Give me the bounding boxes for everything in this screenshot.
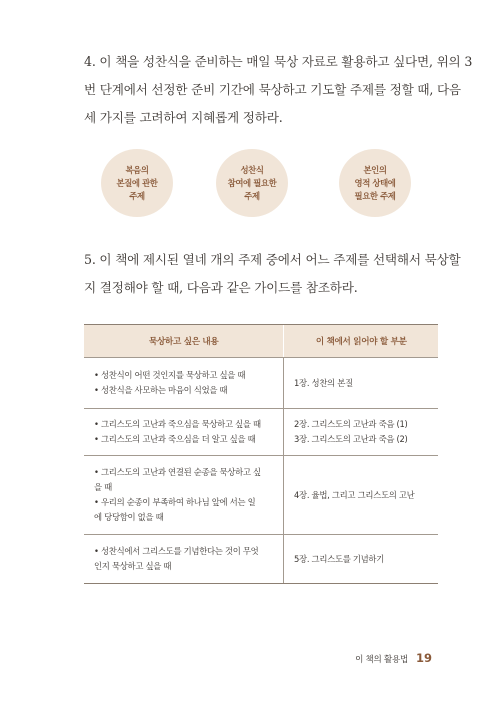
topic-circle-spiritual-state xyxy=(339,149,411,217)
circle-text: 본질에 관한 xyxy=(116,177,158,188)
table-cell-chapter xyxy=(284,409,438,455)
page-footer xyxy=(355,651,432,665)
circle-text: 영적 상태에 xyxy=(354,177,396,188)
cell-text: 5장. 그리스도를 기념하기 xyxy=(294,553,385,564)
table-cell-chapter xyxy=(284,456,438,534)
cell-text: 을 때 xyxy=(94,482,112,492)
cell-text: 1장. 성찬의 본질 xyxy=(294,377,353,388)
table-cell-meditation-topic xyxy=(84,456,284,534)
cell-text: • 그리스도의 고난과 죽으심을 더 알고 싶을 때 xyxy=(94,434,256,444)
paragraph-line: 지 결정해야 할 때, 다음과 같은 가이드를 참조하라. xyxy=(84,280,358,295)
table-cell-chapter xyxy=(284,358,438,408)
table-cell-meditation-topic xyxy=(84,535,284,583)
running-footer-title: 이 책의 활용법 xyxy=(355,655,408,665)
circle-text: 주제 xyxy=(244,190,260,201)
paragraph-line: 세 가지를 고려하여 지혜롭게 정하라. xyxy=(84,110,283,125)
circle-text: 복음의 xyxy=(125,164,149,175)
section-5-paragraph xyxy=(84,246,464,302)
circle-text: 필요한 주제 xyxy=(354,190,396,201)
page-number: 19 xyxy=(415,651,432,665)
cell-text: • 그리스도의 고난과 죽으심을 묵상하고 싶을 때 xyxy=(94,419,261,429)
table-row xyxy=(84,357,438,408)
table-row xyxy=(84,455,438,534)
circle-text: 주제 xyxy=(129,190,145,201)
cell-text: 2장. 그리스도의 고난과 죽음 (1) xyxy=(294,419,408,429)
cell-text: 에 당당함이 없을 때 xyxy=(94,512,164,522)
topic-circle-communion-participation xyxy=(216,149,288,217)
paragraph-line: 4. 이 책을 성찬식을 준비하는 매일 묵상 자료로 활용하고 싶다면, 위의 3 xyxy=(84,54,473,69)
reading-guide-table xyxy=(84,324,438,584)
cell-text: • 성찬식을 사모하는 마음이 식었을 때 xyxy=(94,385,228,395)
cell-text: 3장. 그리스도의 고난과 죽음 (2) xyxy=(294,434,408,444)
paragraph-line: 5. 이 책에 제시된 열네 개의 주제 중에서 어느 주제를 선택해서 묵상할 xyxy=(84,252,461,267)
paragraph-line: 번 단계에서 선정한 준비 기간에 묵상하고 기도할 주제를 정할 때, 다음 xyxy=(84,82,461,97)
cell-text: • 그리스도의 고난과 연결된 순종을 묵상하고 싶 xyxy=(94,467,261,477)
circle-text: 본인의 xyxy=(363,164,387,175)
table-cell-meditation-topic xyxy=(84,358,284,408)
table-row xyxy=(84,534,438,583)
section-4-paragraph xyxy=(84,48,473,132)
table-cell-meditation-topic xyxy=(84,409,284,455)
table-row xyxy=(84,408,438,455)
cell-text: • 우리의 순종이 부족하여 하나님 앞에 서는 일 xyxy=(94,497,256,507)
cell-text: 4장. 율법, 그리고 그리스도의 고난 xyxy=(294,489,415,500)
cell-text: • 성찬식이 어떤 것인지를 묵상하고 싶을 때 xyxy=(94,370,246,380)
table-header-cell: 묵상하고 싶은 내용 xyxy=(84,325,284,357)
circle-text: 참여에 필요한 xyxy=(227,177,277,188)
table-cell-chapter xyxy=(284,535,438,583)
circle-text: 성찬식 xyxy=(240,164,264,175)
cell-text: 인지 묵상하고 싶을 때 xyxy=(94,561,172,571)
topic-circles xyxy=(0,149,500,219)
cell-text: • 성찬식에서 그리스도를 기념한다는 것이 무엇 xyxy=(94,546,259,556)
topic-circle-gospel-essence xyxy=(101,149,173,217)
table-header-cell: 이 책에서 읽어야 할 부분 xyxy=(315,337,407,347)
table-header-row xyxy=(84,325,438,357)
